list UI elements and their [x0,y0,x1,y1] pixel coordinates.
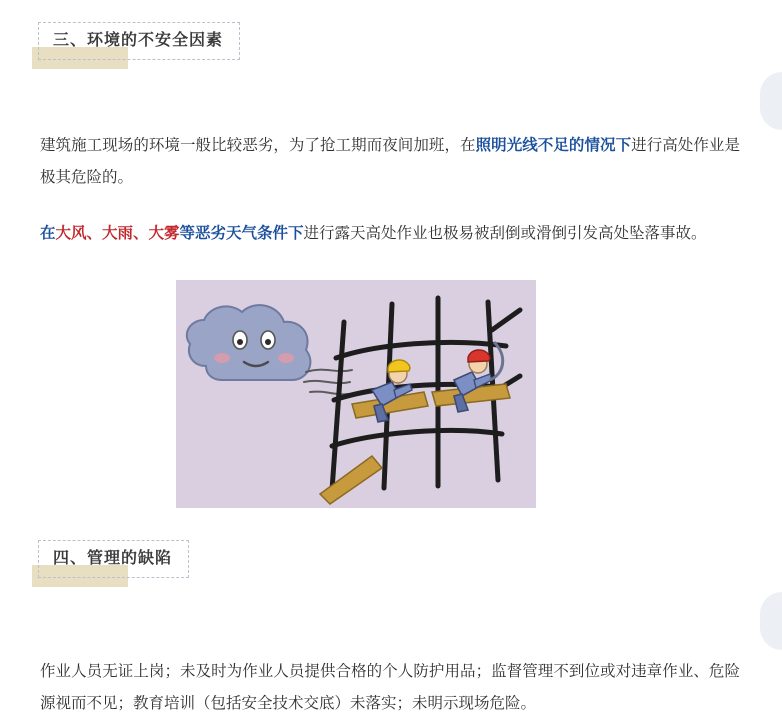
para-run-emphasis-blue: 在 [40,224,56,242]
section-4-heading [38,540,189,578]
para-run-emphasis-red: 大风、大雨、大雾 [55,224,180,242]
edge-decoration-arc-bottom [760,592,782,650]
para-run: 作业人员无证上岗；未及时为作业人员提供合格的个人防护用品；监督管理不到位或对违章作业、危险源视而不见；教育培训（包括安全技术交底）未落实；未明示现场危险。 [40,662,740,712]
section-3-paragraph-2 [40,218,740,250]
section-4-heading-text: 四、管理的缺陷 [53,550,173,567]
edge-decoration-arc-top [760,72,782,130]
section-3-paragraph-1 [40,130,740,194]
scaffold-storm-illustration [176,280,536,508]
section-3-heading [38,22,240,60]
heading-box [38,540,189,578]
para-run: 建筑施工现场的环境一般比较恶劣，为了抢工期而夜间加班，在 [40,136,476,154]
para-run-emphasis-blue: 等恶劣天气条件下 [179,224,304,242]
para-run: 进行高处作业是极其危险的。 [40,136,740,186]
illustration-svg [176,280,536,508]
para-run-emphasis-blue: 照明光线不足的情况下 [475,136,632,154]
heading-box [38,22,240,60]
section-4-paragraph-1 [40,656,740,720]
section-3-heading-text: 三、环境的不安全因素 [53,32,224,49]
para-run: 进行露天高处作业也极易被刮倒或滑倒引发高处坠落事故。 [303,224,707,242]
